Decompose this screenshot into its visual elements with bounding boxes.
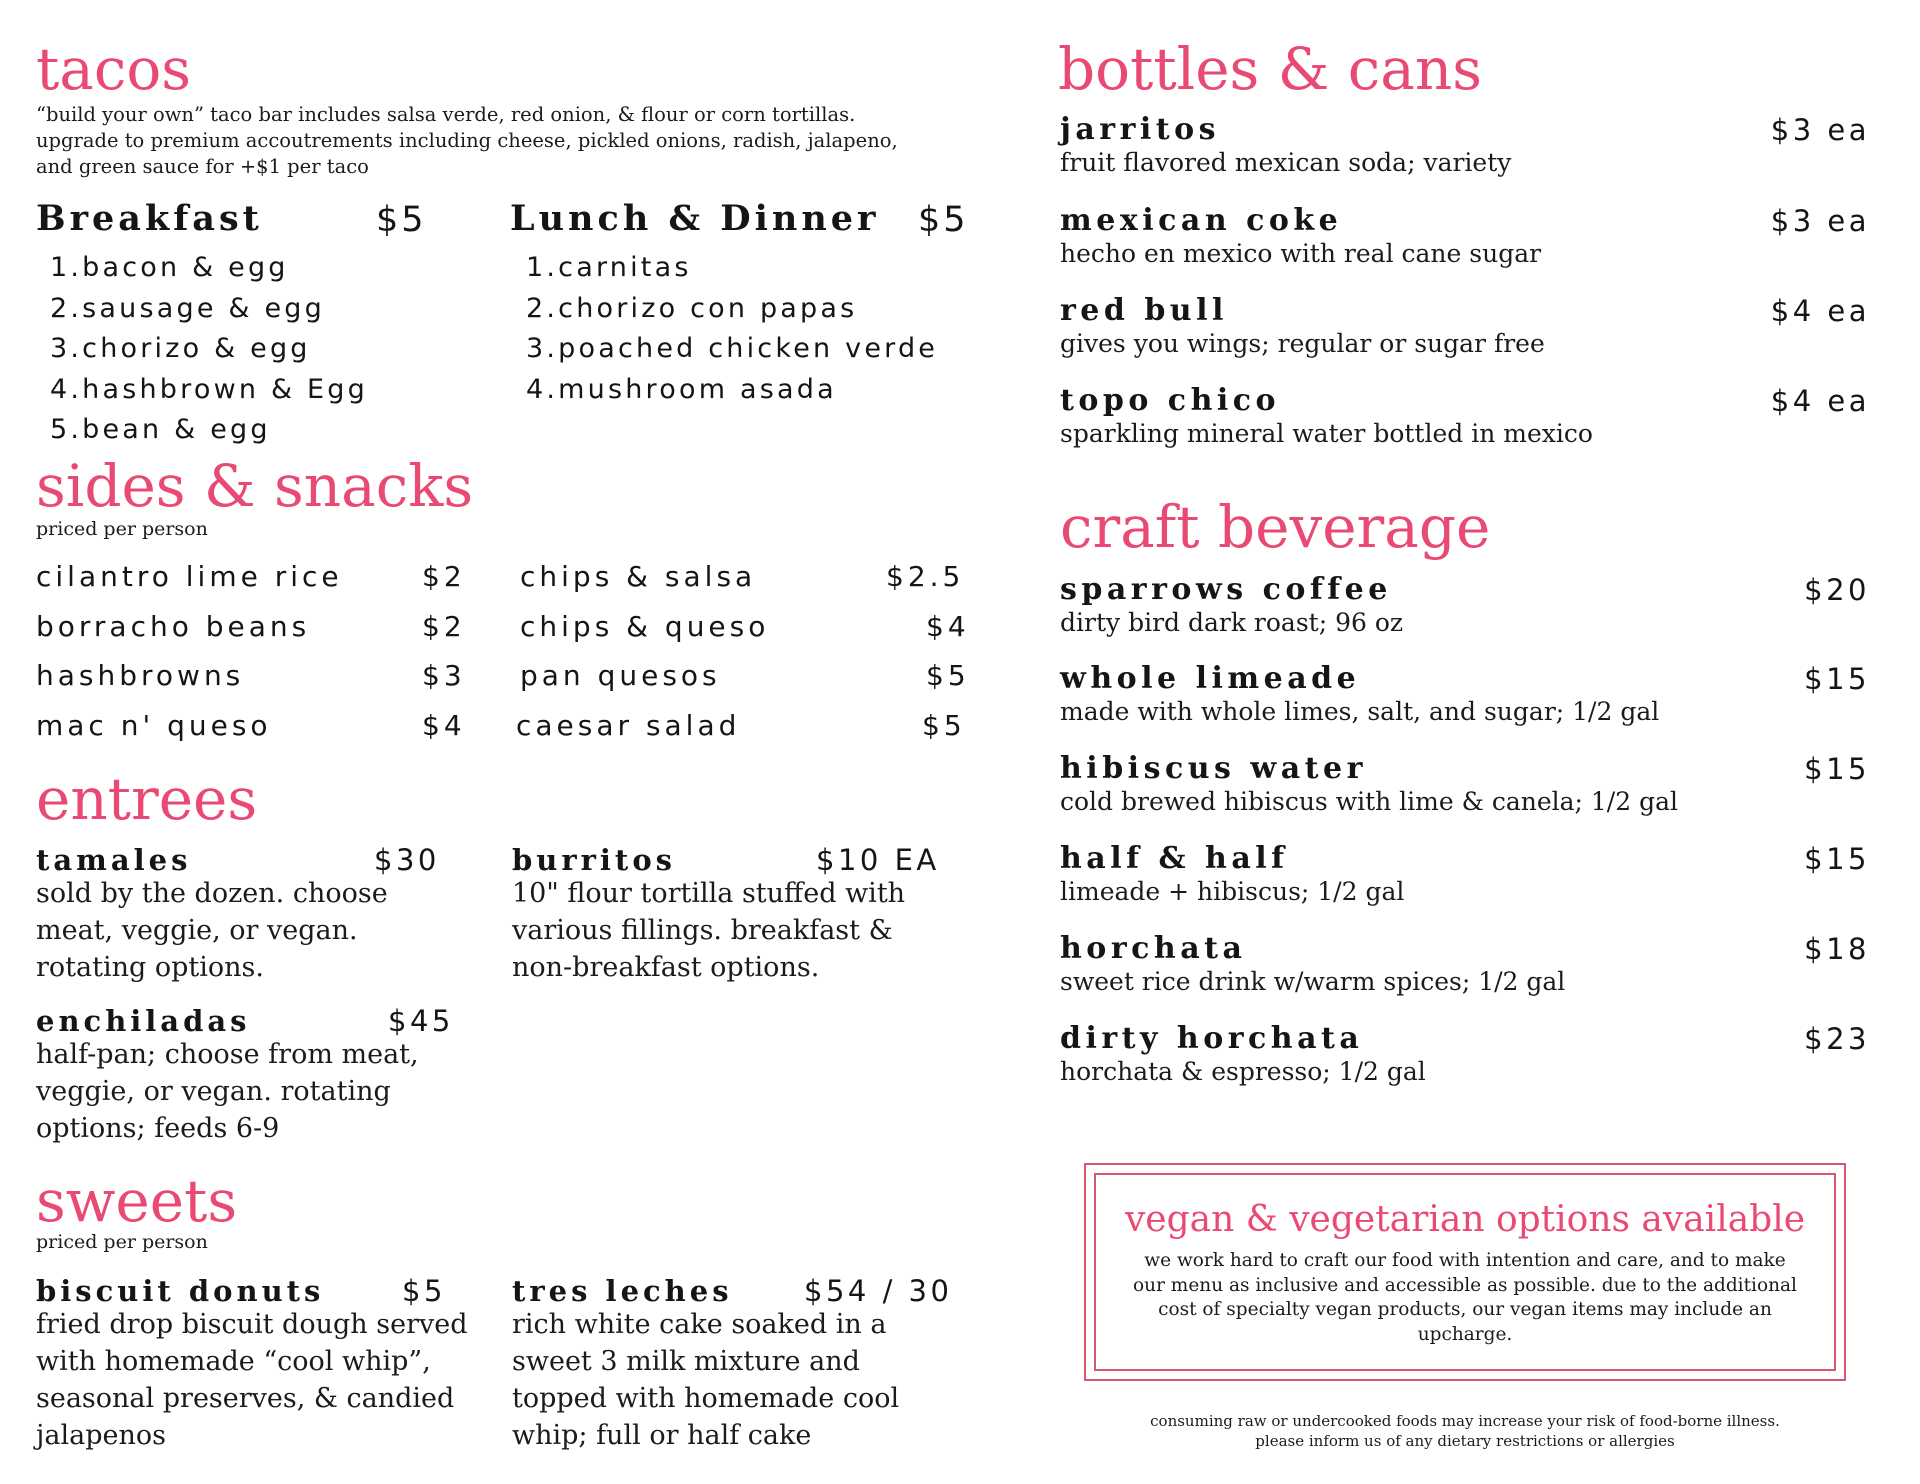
drink-description: gives you wings; regular or sugar free: [1060, 329, 1545, 358]
breakfast-price: $5: [376, 200, 427, 240]
menu-item: [1060, 661, 1870, 727]
drink-name: jarritos: [1060, 112, 1221, 147]
sweets-note: priced per person: [36, 1231, 208, 1253]
tres-leches-name: tres leches: [512, 1274, 733, 1308]
list-item: 4.hashbrown & Egg: [50, 373, 368, 405]
drink-description: fruit flavored mexican soda; variety: [1060, 148, 1512, 177]
side-item-name: caesar salad: [516, 709, 741, 742]
menu-item: [1060, 383, 1870, 449]
tres-leches-description: rich white cake soaked in a sweet 3 milk mixture and topped with homemade cool whip; full or half cake: [512, 1309, 900, 1451]
side-item-price: $2: [422, 610, 466, 643]
footnote-line: consuming raw or undercooked foods may increase your risk of food-borne illness.: [1150, 1412, 1780, 1430]
side-item-name: cilantro lime rice: [36, 560, 343, 593]
tamales-name: tamales: [36, 843, 192, 877]
drink-price: $15: [1804, 752, 1870, 786]
lunch-dinner-title: Lunch & Dinner: [510, 198, 880, 239]
footnote-line: please inform us of any dietary restrictions or allergies: [1255, 1432, 1675, 1450]
menu-item: [1060, 841, 1870, 907]
side-item-price: $4: [926, 610, 970, 643]
menu-item: [1060, 931, 1870, 997]
drink-price: $20: [1804, 573, 1870, 607]
drink-description: horchata & espresso; 1/2 gal: [1060, 1057, 1426, 1086]
allergy-footnote: [1084, 1411, 1846, 1451]
menu-item: [1060, 293, 1870, 359]
side-item-name: chips & queso: [520, 610, 770, 643]
drink-description: made with whole limes, salt, and sugar; 1/2 gal: [1060, 697, 1660, 726]
burritos-price: $10 EA: [816, 843, 940, 877]
tamales-description: sold by the dozen. choose meat, veggie, or vegan. rotating options.: [36, 878, 388, 983]
side-item-name: chips & salsa: [520, 560, 757, 593]
burritos-description: 10" flour tortilla stuffed with various fillings. breakfast & non-breakfast options.: [512, 878, 906, 983]
side-item-price: $5: [926, 659, 970, 692]
drink-name: sparrows coffee: [1060, 572, 1392, 607]
drink-description: sweet rice drink w/warm spices; 1/2 gal: [1060, 967, 1566, 996]
enchiladas-price: $45: [388, 1004, 454, 1038]
side-item-price: $5: [922, 709, 966, 742]
drink-description: hecho en mexico with real cane sugar: [1060, 239, 1542, 268]
lunch-dinner-price: $5: [918, 200, 969, 240]
entrees-heading: entrees: [36, 765, 258, 833]
drink-description: dirty bird dark roast; 96 oz: [1060, 608, 1404, 637]
vegan-notice-body: we work hard to craft our food with intention and care, and to make our menu as inclusive and accessible as possible. due to the additional cost of specialty vegan products, our vegan items may include an upcharge.: [1133, 1250, 1797, 1345]
vegan-notice-title: vegan & vegetarian options available: [1124, 1199, 1806, 1240]
list-item: 4.mushroom asada: [526, 373, 837, 405]
drink-price: $3 ea: [1770, 204, 1870, 238]
drink-price: $15: [1804, 842, 1870, 876]
menu-item: [1060, 572, 1870, 638]
side-item-name: hashbrowns: [36, 659, 245, 692]
drink-name: horchata: [1060, 931, 1247, 966]
drink-name: topo chico: [1060, 383, 1281, 418]
vegan-notice-box: [1084, 1163, 1846, 1381]
list-item: 1.carnitas: [526, 252, 692, 283]
lunch-dinner-list: [526, 248, 938, 410]
list-item: 2.sausage & egg: [50, 292, 325, 324]
menu-item: [1060, 751, 1870, 817]
drink-name: red bull: [1060, 293, 1228, 328]
list-item: 3.poached chicken verde: [526, 333, 939, 364]
drink-price: $23: [1804, 1022, 1870, 1056]
craft-heading: craft beverage: [1060, 493, 1491, 561]
tacos-intro: “build your own” taco bar includes salsa verde, red onion, & flour or corn tortillas. upgrade to premium accoutrements including cheese, pickled onions, radish, jalapeno, and green sauce for +$1 per taco: [36, 103, 898, 178]
breakfast-list: [50, 248, 368, 451]
drink-name: hibiscus water: [1060, 751, 1367, 786]
sweets-heading: sweets: [36, 1167, 238, 1235]
list-item: 1.bacon & egg: [50, 252, 289, 283]
menu-item: [1060, 112, 1870, 178]
list-item: 2.chorizo con papas: [526, 292, 858, 324]
drink-price: $18: [1804, 932, 1870, 966]
sides-note: priced per person: [36, 518, 208, 540]
side-item-price: $4: [422, 709, 466, 742]
burritos-name: burritos: [512, 843, 677, 877]
biscuit-donuts-name: biscuit donuts: [36, 1274, 325, 1308]
side-item-price: $2.5: [886, 560, 965, 593]
drink-name: whole limeade: [1060, 661, 1361, 696]
drink-price: $3 ea: [1770, 113, 1870, 147]
tres-leches-price: $54 / 30: [804, 1274, 953, 1308]
drink-price: $15: [1804, 662, 1870, 696]
enchiladas-name: enchiladas: [36, 1004, 251, 1038]
drink-name: dirty horchata: [1060, 1021, 1364, 1056]
drink-price: $4 ea: [1770, 294, 1870, 328]
side-item-name: borracho beans: [36, 610, 311, 643]
biscuit-donuts-price: $5: [402, 1274, 446, 1308]
menu-item: [1060, 203, 1870, 269]
side-item-name: pan quesos: [520, 659, 721, 692]
sides-heading: sides & snacks: [36, 452, 474, 520]
list-item: 3.chorizo & egg: [50, 333, 311, 364]
tamales-price: $30: [374, 843, 440, 877]
tacos-heading: tacos: [36, 35, 192, 103]
side-item-price: $3: [422, 659, 466, 692]
menu-item: [1060, 1021, 1870, 1087]
side-item-name: mac n' queso: [36, 709, 272, 742]
drink-description: cold brewed hibiscus with lime & canela; 1/2 gal: [1060, 787, 1678, 816]
drink-description: sparkling mineral water bottled in mexico: [1060, 419, 1593, 448]
biscuit-donuts-description: fried drop biscuit dough served with homemade “cool whip”, seasonal preserves, & candied jalapenos: [36, 1309, 468, 1451]
side-item-price: $2: [422, 560, 466, 593]
drink-price: $4 ea: [1770, 384, 1870, 418]
list-item: 5.bean & egg: [50, 414, 271, 445]
enchiladas-description: half-pan; choose from meat, veggie, or vegan. rotating options; feeds 6-9: [36, 1039, 419, 1144]
drink-description: limeade + hibiscus; 1/2 gal: [1060, 877, 1405, 906]
breakfast-title: Breakfast: [36, 198, 263, 239]
bottles-heading: bottles & cans: [1058, 35, 1482, 103]
drink-name: half & half: [1060, 841, 1289, 876]
drink-name: mexican coke: [1060, 203, 1343, 238]
